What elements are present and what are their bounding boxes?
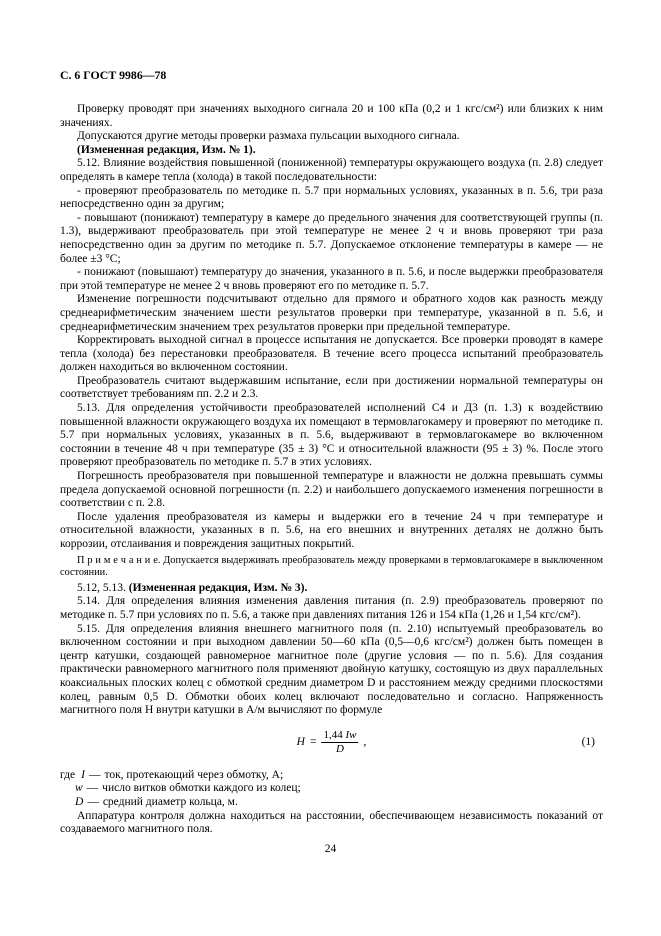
definition-symbol: w <box>75 782 83 795</box>
formula-numerator <box>321 729 358 744</box>
definition-dash: — <box>87 795 99 808</box>
paragraph-514-supply-pressure: 5.14. Для определения влияния изменения давления питания (п. 2.9) преобразователь проверяют по методике п. 5.7 при условиях по п. 5.6, а также при давлениях питания 126 и 154 кПа (1,26 и 1,54 кгс/см²). <box>60 595 603 621</box>
amendment-3-items: 5.12, 5.13. <box>77 581 129 594</box>
formula-block <box>60 727 603 761</box>
definition-dash: — <box>88 768 101 781</box>
paragraph-closing: Аппаратура контроля должна находиться на расстоянии, обеспечивающем независимость показаний от создаваемого магнитного поля. <box>60 809 603 836</box>
paragraph-513-error-limit: Погрешность преобразователя при повышенной температуре и влажности не должна превышать суммы предела допускаемой основной погрешности (п. 2.2) и наибольшего допускаемого изменения погрешности в соответствии с п. 2.8. <box>60 470 603 510</box>
formula-variable: H <box>296 736 305 749</box>
numerator-variables: Iw <box>345 728 357 741</box>
definition-description: ток, протекающий через обмотку, А; <box>104 768 284 781</box>
paragraph-513-humidity: 5.13. Для определения устойчивости преобразователей исполнений С4 и Д3 (п. 1.3) к воздействию повышенной влажности окружающего воздуха их помещают в термовлагокамеру и проверяют по методике п. 5.7 при нормальных условиях, указанных в п. 5.6, выдерживают в термовлагокамере во включенном состоянии в течение 48 ч при температуре (35 ± 3) °С и относительной влажности (95 ± 3) %. После этого проверяют преобразователь по методике п. 5.7 в этих условиях. <box>60 402 603 469</box>
paragraph-512-error-calc: Изменение погрешности подсчитывают отдельно для прямого и обратного ходов как разность между среднеарифметическим значением шести результатов проверки при температуре, указанной в п. 5.6, и среднеарифметическим значением трех результатов проверки при предельной температуре. <box>60 293 603 333</box>
paragraph-512-intro: 5.12. Влияние воздействия повышенной (пониженной) температуры окружающего воздуха (п. 2.8) следует определять в камере тепла (холода) в такой последовательности: <box>60 157 603 183</box>
paragraph-note: П р и м е ч а н и е. Допускается выдерживать преобразователь между проверками в термовлагокамере в выключенном состоянии. <box>60 554 603 579</box>
formula-punctuation: , <box>363 736 367 749</box>
formula-definitions <box>60 769 603 810</box>
paragraph-512-item1: - проверяют преобразователь по методике п. 5.7 при нормальных условиях, указанных в п. 5.6, три раза непосредственно один за другим; <box>60 184 603 211</box>
formula-denominator: D <box>335 743 344 756</box>
document-content <box>60 68 603 837</box>
amendment-3-label: (Измененная редакция, Изм. № 3). <box>128 581 308 594</box>
definition-line <box>60 782 603 796</box>
paragraph-515-magnetic-field: 5.15. Для определения влияния внешнего магнитного поля (п. 2.10) испытуемый преобразователь во включенном состоянии и при выходном давлении 50—60 кПа (0,5—0,6 кгс/см²) должен быть помещен в центр катушки, создающей равномерное магнитное поле (другие условия — по п. 5.6). Для создания практически равномерного магнитного поля применяют двойную катушку, состоящую из двух параллельных коаксиальных плоских колец с обмоткой средним диаметром D и расстоянием между средними плоскостями колец, равным 0,5 D. Обмотки обоих колец включают последовательно и согласно. Напряженность магнитного поля H внутри катушки в А/м вычисляют по формуле <box>60 622 603 717</box>
numerator-coefficient: 1,44 <box>323 728 346 741</box>
paragraph-check-signal: Проверку проводят при значениях выходного сигнала 20 и 100 кПа (0,2 и 1 кгс/см²) или близких к ним значениях. <box>60 103 603 129</box>
paragraph-amendment-3 <box>60 582 603 596</box>
paragraph-other-methods: Допускаются другие методы проверки размаха пульсации выходного сигнала. <box>77 130 460 143</box>
paragraph-amendment-1: (Измененная редакция, Изм. № 1). <box>77 143 256 156</box>
equation-number: (1) <box>581 735 595 748</box>
paragraph-512-item2: - повышают (понижают) температуру в камере до предельного значения для соответствующей группы (п. 1.3), выдерживают преобразователь при этой температуре не менее 2 ч и вновь проверяют три раза непосредственно один за другим по методике п. 5.7. Допускаемое отклонение температуры в камере — не более ±3 °С; <box>60 211 603 265</box>
formula-expression <box>297 729 367 756</box>
definition-symbol: D <box>75 795 84 808</box>
definition-line <box>60 769 603 783</box>
paragraph-512-no-correction: Корректировать выходной сигнал в процессе испытания не допускается. Все проверки проводят в камере тепла (холода) без перестановки преобразователя. В течение всего процесса испытаний преобразователь должен находиться во включенном состоянии. <box>60 334 603 374</box>
definition-line <box>60 796 603 810</box>
paragraph-513-after-removal: После удаления преобразователя из камеры и выдержки его в течение 24 ч при температуре и относительной влажности, указанных в п. 5.6, на его внешних и внутренних деталях не должно быть коррозии, отслаивания и повреждения защитных покрытий. <box>60 510 603 550</box>
definition-description: число витков обмотки каждого из колец; <box>102 782 301 795</box>
formula-fraction <box>321 729 358 756</box>
definition-dash: — <box>86 782 99 795</box>
formula-relation: = <box>309 736 317 749</box>
definitions-intro: где <box>60 768 76 781</box>
page-header: С. 6 ГОСТ 9986—78 <box>60 68 167 82</box>
page-number: 24 <box>324 843 337 855</box>
paragraph-512-item3: - понижают (повышают) температуру до значения, указанного в п. 5.6, и после выдержки преобразователя при этой температуре не менее 2 ч вновь проверяют его по методике п. 5.7. <box>60 266 603 292</box>
definition-symbol: I <box>81 768 85 781</box>
paragraph-512-pass-criteria: Преобразователь считают выдержавшим испытание, если при достижении нормальной температуры он соответствует требованиям пп. 2.2 и 2.3. <box>60 374 603 401</box>
definition-description: средний диаметр кольца, м. <box>102 795 238 808</box>
